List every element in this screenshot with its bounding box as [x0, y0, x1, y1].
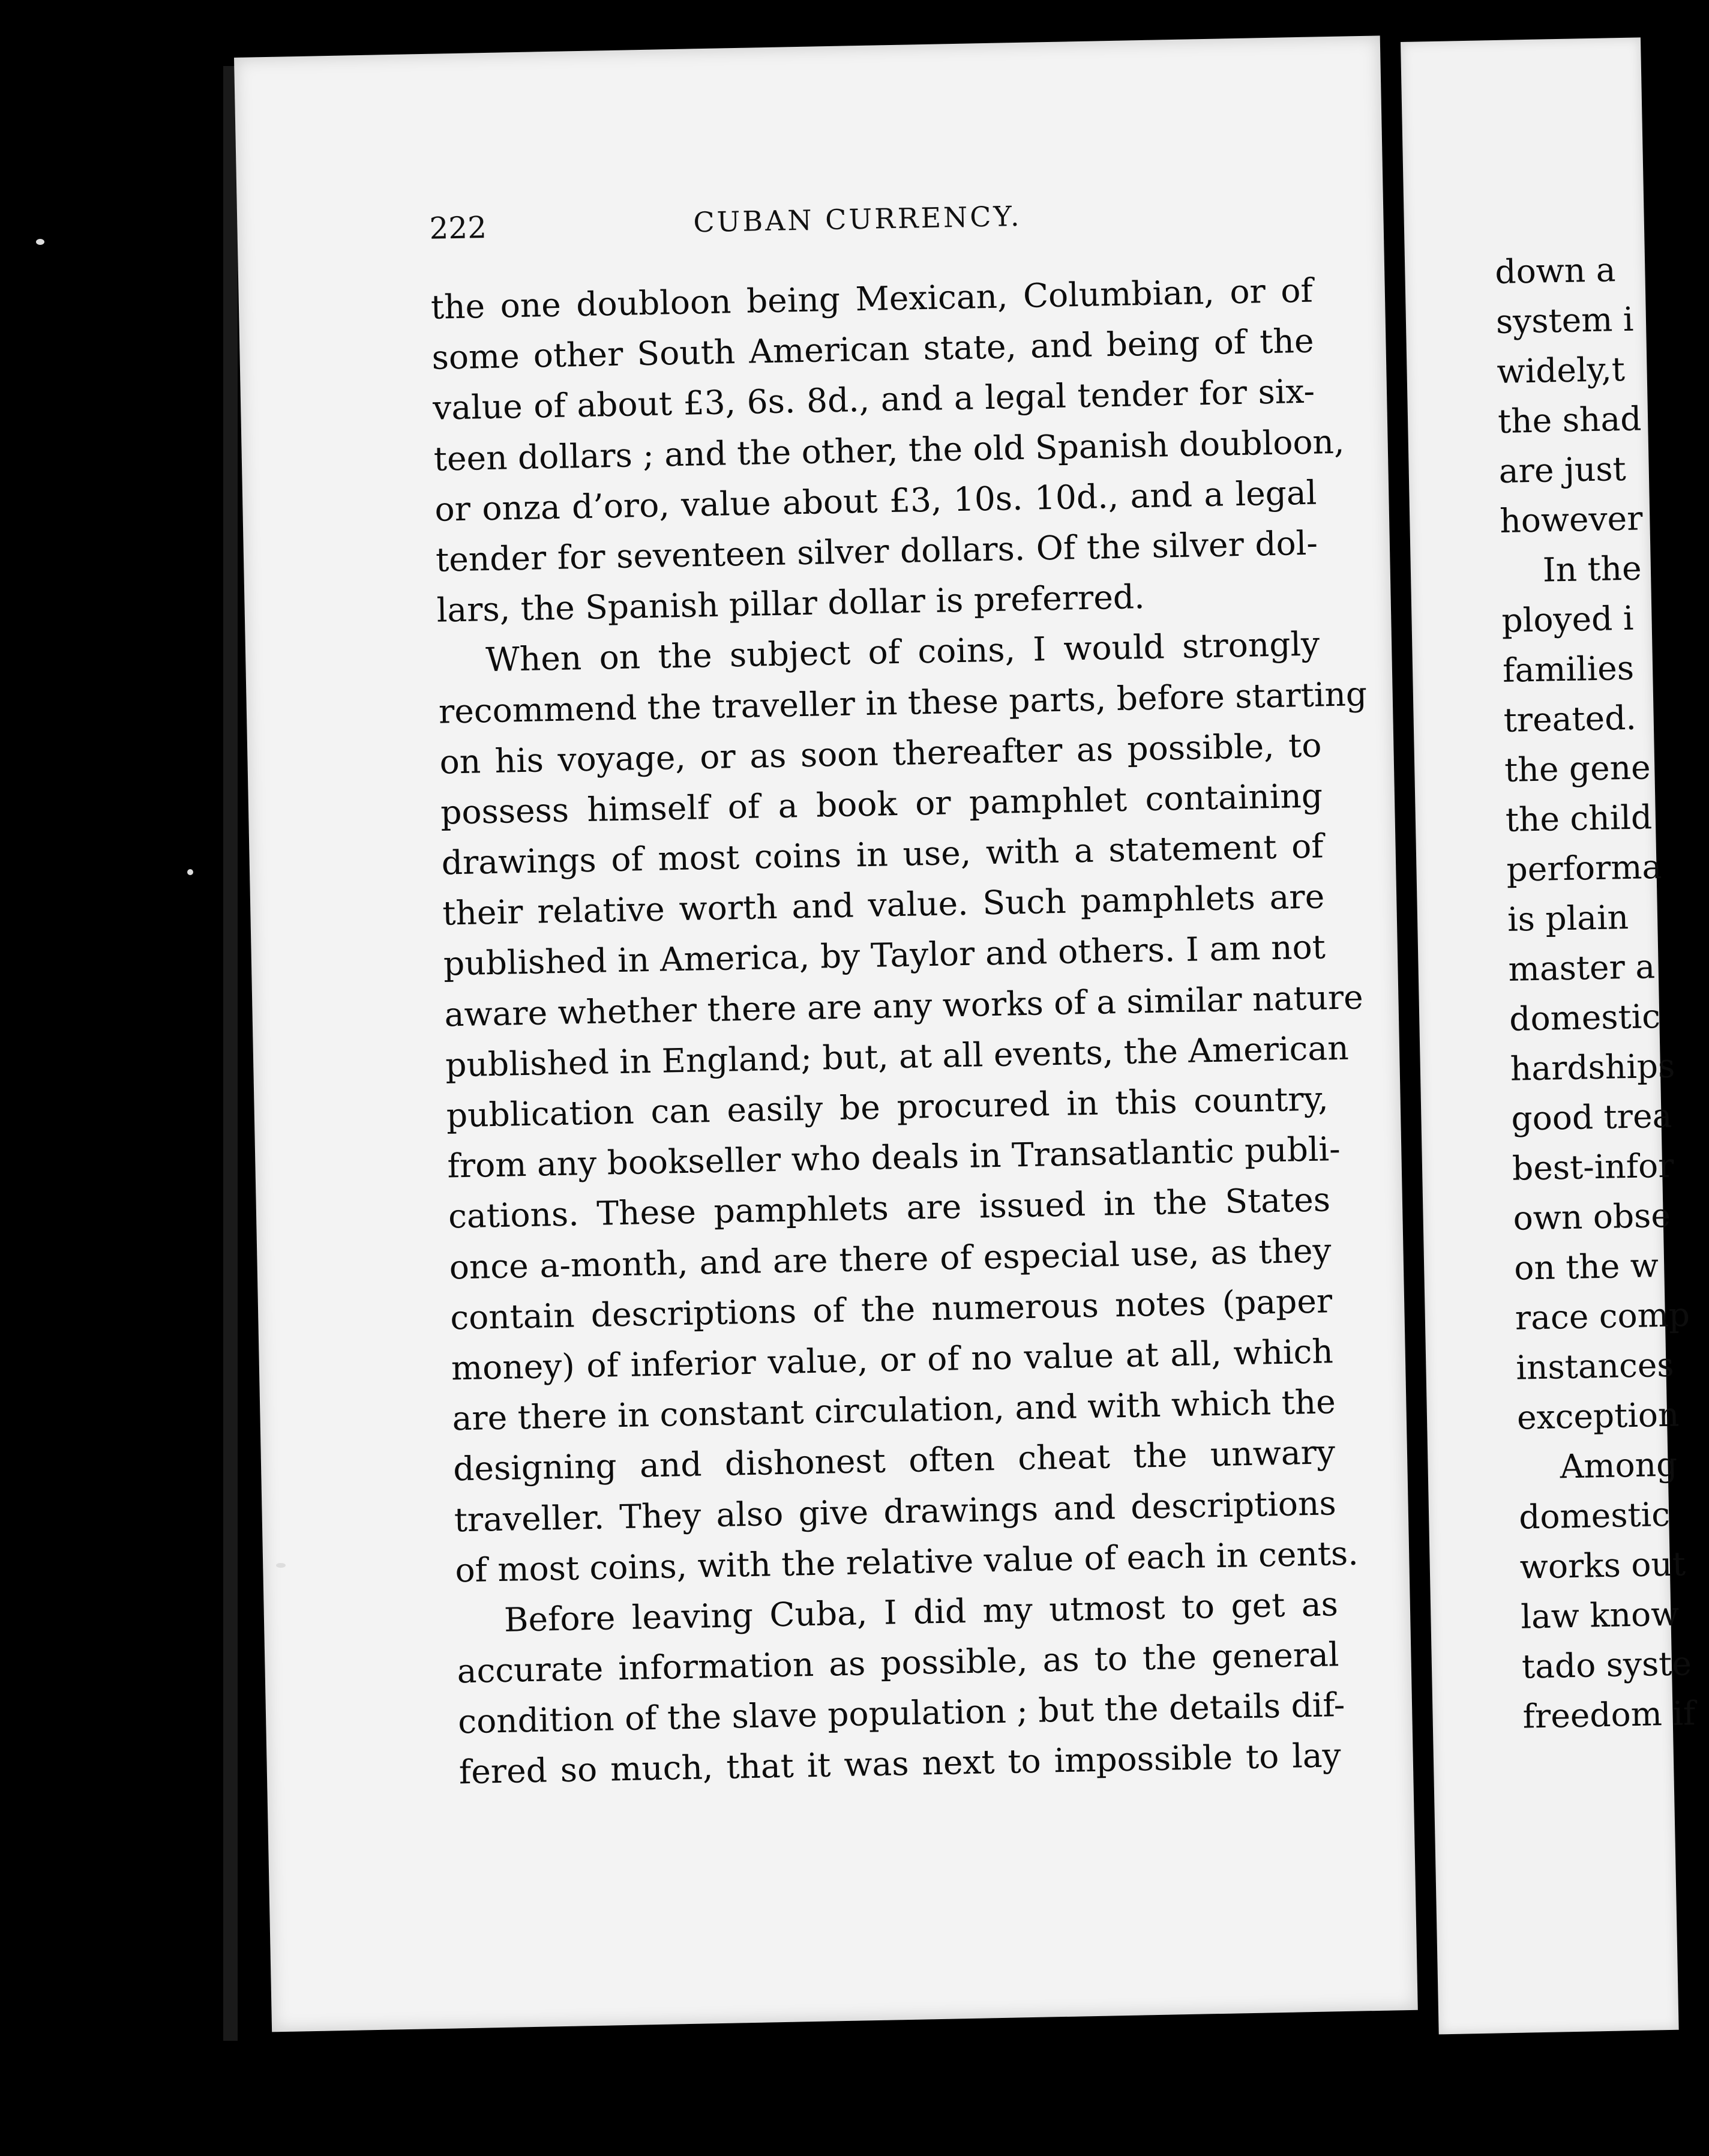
text-line: are there in constant circulation, and with which the: [451, 1382, 1336, 1438]
text-line: accurate information as possible, as to the general: [457, 1635, 1340, 1691]
text-line: traveller. They also give drawings and descriptions: [454, 1483, 1337, 1539]
text-line: system i: [1495, 300, 1634, 342]
page-number: 222: [428, 209, 487, 246]
text-line: once a-month, and are there of especial use, as they: [449, 1230, 1332, 1287]
text-line: publication can easily be procured in this country,: [446, 1079, 1329, 1135]
body-text: [430, 265, 1368, 1798]
right-page-text: [1495, 244, 1704, 1741]
text-line: best-infor: [1512, 1146, 1675, 1188]
text-line: aware whether there are any works of a similar nature: [444, 977, 1364, 1034]
right-page: [1401, 37, 1696, 2034]
running-head: [429, 194, 1330, 259]
scan-speck: [276, 1563, 286, 1568]
text-line: published in England; but, at all events, the American: [445, 1028, 1350, 1085]
text-line: the gene: [1504, 748, 1651, 789]
text-line: exception: [1516, 1395, 1680, 1437]
text-line: master a: [1508, 947, 1656, 989]
text-line: tender for seventeen silver dollars. Of the silver dol-: [435, 523, 1318, 579]
text-line: families: [1502, 648, 1635, 690]
text-line: tado syste: [1521, 1644, 1692, 1686]
text-line: In the: [1542, 549, 1642, 589]
text-line: down a: [1494, 250, 1617, 292]
book-edge: [223, 66, 238, 2041]
text-line: Before leaving Cuba, I did my utmost to get as: [503, 1585, 1339, 1639]
text-line: Among: [1559, 1445, 1678, 1486]
scan-speck: [187, 869, 193, 875]
text-line: good trea: [1510, 1096, 1672, 1138]
text-line: freedom if: [1522, 1694, 1696, 1736]
text-line: however: [1499, 499, 1643, 540]
text-line: published in America, by Taylor and others. I am not: [443, 927, 1326, 984]
text-line: instances: [1515, 1345, 1675, 1387]
text-line: performa: [1506, 847, 1662, 889]
text-line: lars, the Spanish pillar dollar is preferred.: [436, 577, 1146, 630]
text-line: designing and dishonest often cheat the unwary: [452, 1433, 1336, 1489]
text-line: ployed i: [1501, 598, 1634, 640]
text-line: own obse: [1513, 1196, 1671, 1238]
text-line: works out: [1519, 1544, 1686, 1586]
text-line: on his voyage, or as soon thereafter as possible, to: [439, 726, 1322, 781]
text-line: cations. These pamphlets are issued in the States: [448, 1180, 1331, 1236]
text-line: drawings of most coins in use, with a statement of: [441, 827, 1324, 882]
text-line: some other South American state, and being of the: [431, 321, 1315, 377]
text-line: condition of the slave population ; but the details dif-: [457, 1685, 1345, 1741]
text-line: domestic: [1518, 1495, 1671, 1537]
text-line: money) of inferior value, or of no value at all, which: [451, 1332, 1334, 1388]
left-page: [234, 35, 1418, 2032]
text-line: fered so much, that it was next to impossible to lay: [458, 1736, 1342, 1792]
text-line: hardships: [1510, 1046, 1675, 1088]
text-line: recommend the traveller in these parts, before starting: [438, 674, 1368, 731]
text-line: law know: [1520, 1594, 1680, 1636]
text-line: of most coins, with the relative value of each in cents.: [454, 1534, 1359, 1590]
text-line: the child: [1505, 798, 1653, 839]
text-line: their relative worth and value. Such pamphlets are: [442, 877, 1325, 933]
scan-speck: [36, 239, 44, 245]
text-line: is plain: [1507, 897, 1629, 939]
text-line: widely,t: [1496, 349, 1626, 391]
text-line: treated.: [1503, 698, 1637, 739]
text-line: value of about £3, 6s. 8d., and a legal tender for six-: [432, 372, 1315, 428]
text-line: When on the subject of coins, I would strongly: [485, 624, 1320, 679]
text-line: the one doubloon being Mexican, Columbian, or of: [430, 271, 1314, 327]
text-line: on the w: [1513, 1246, 1659, 1287]
text-line: teen dollars ; and the other, the old Spanish doubloon,: [433, 422, 1345, 478]
text-line: from any bookseller who deals in Transatlantic publi-: [446, 1130, 1341, 1185]
running-head-title: CUBAN CURRENCY.: [692, 199, 1023, 239]
text-line: the shad: [1497, 399, 1642, 441]
text-line: domestic: [1509, 996, 1661, 1038]
text-line: possess himself of a book or pamphlet containing: [440, 776, 1323, 832]
text-line: contain descriptions of the numerous notes (paper: [449, 1281, 1333, 1337]
text-line: are just: [1498, 449, 1627, 490]
text-line: or onza d’oro, value about £3, 10s. 10d., and a legal: [434, 473, 1317, 529]
text-line: race comp: [1515, 1295, 1690, 1337]
